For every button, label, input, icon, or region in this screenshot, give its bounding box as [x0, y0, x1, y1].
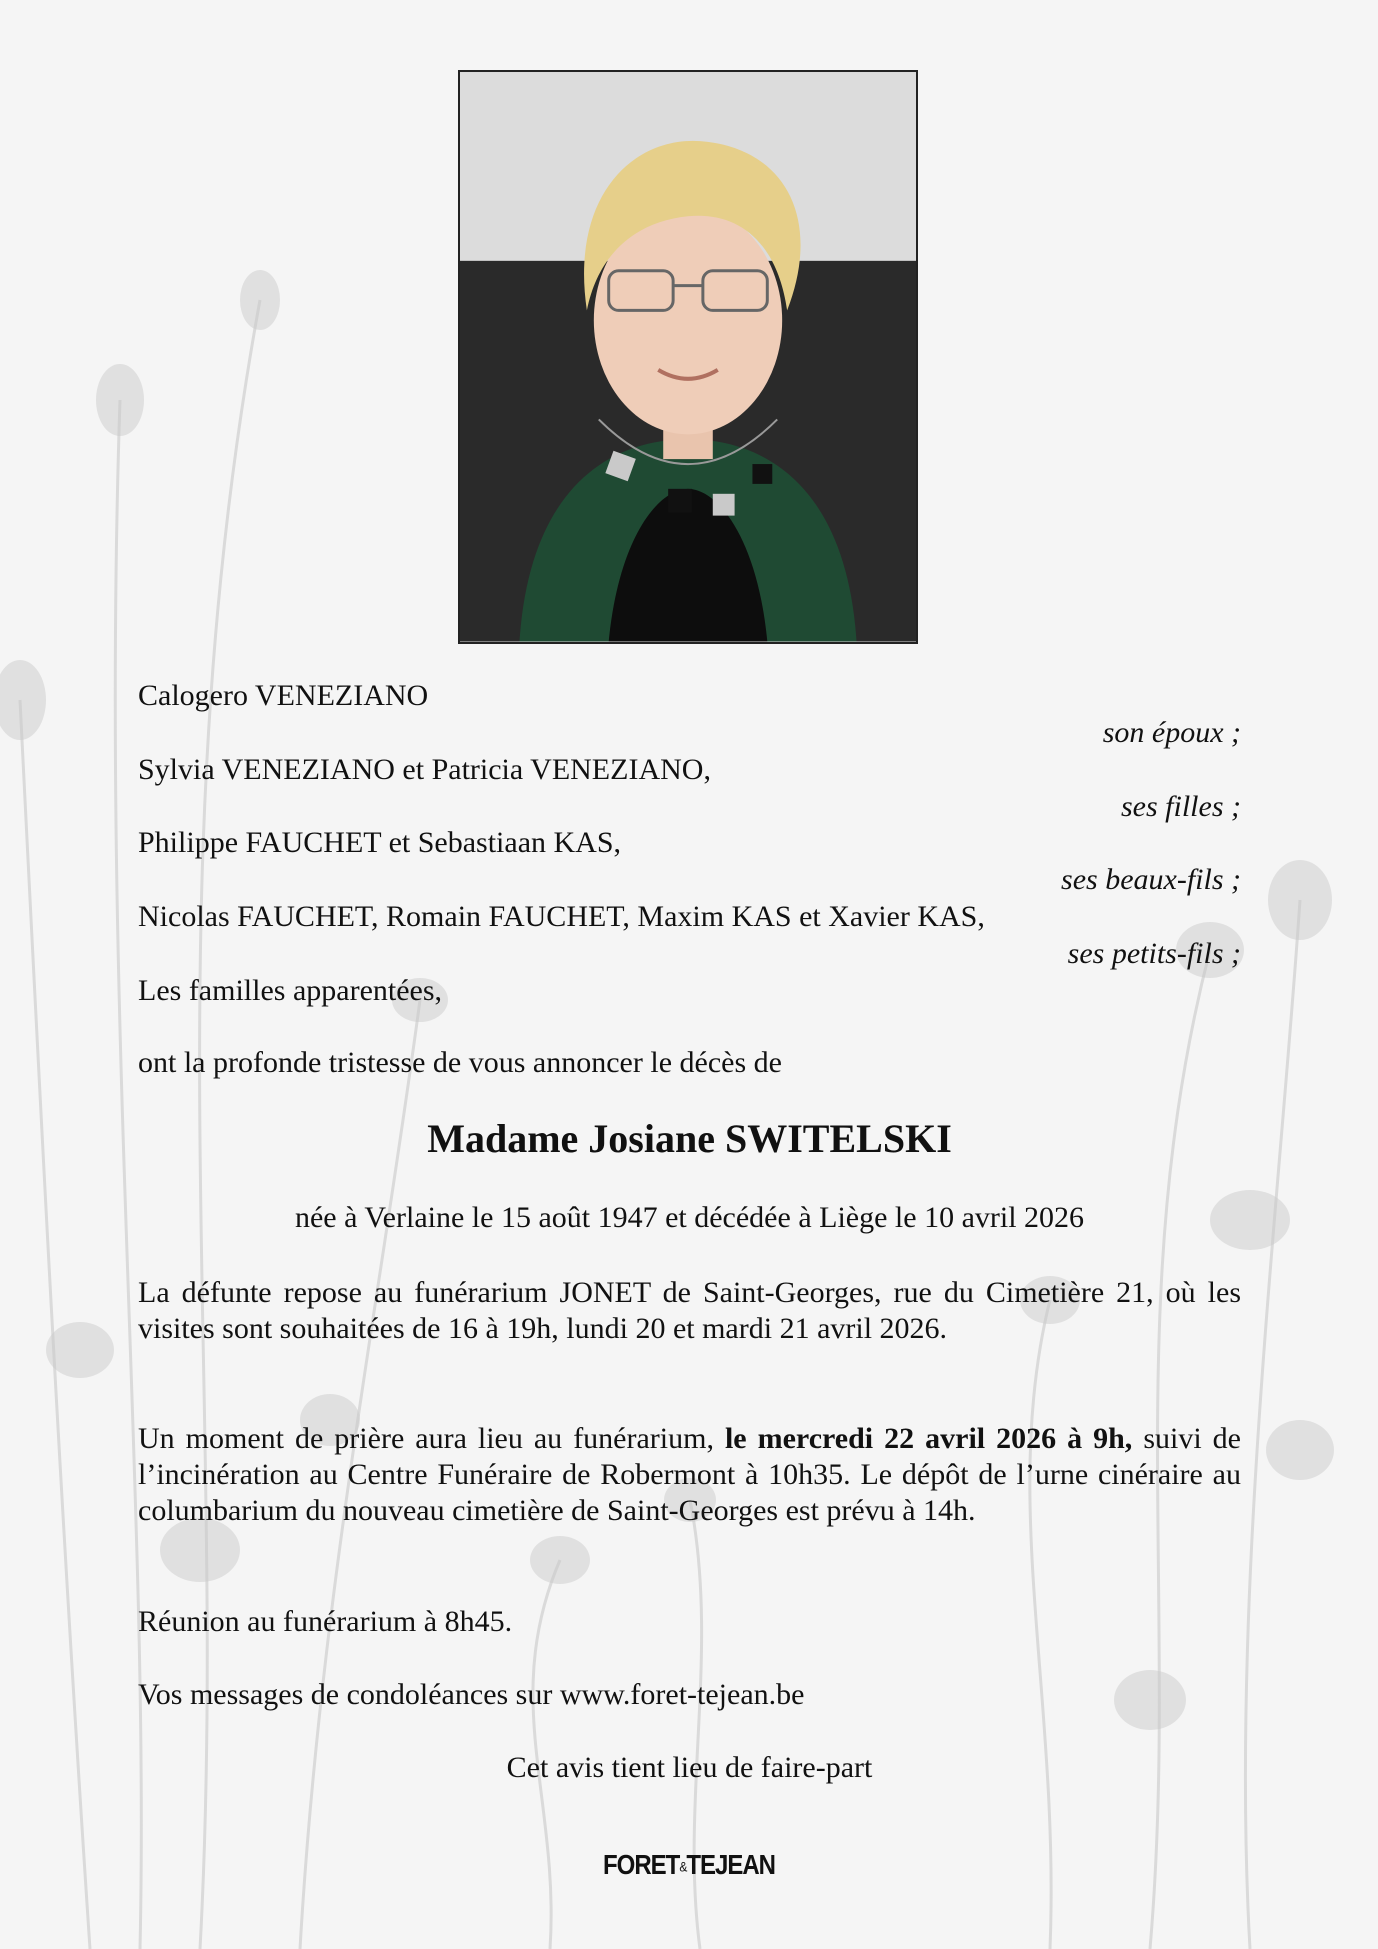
- visitation-paragraph: La défunte repose au funérarium JONET de Saint-Georges, rue du Cimetière 21, où les visites sont souhaitées de 16 à 19h, lundi 20 et mardi 21 avril 2026.: [138, 1276, 1241, 1345]
- meeting-text: Réunion au funérarium à 8h45.: [138, 1605, 513, 1638]
- family-relation-1: son époux ;: [1102, 716, 1241, 749]
- announcement-text: ont la profonde tristesse de vous annoncer le décès de: [138, 1046, 782, 1079]
- family-relation-2: ses filles ;: [1121, 790, 1241, 823]
- portrait-photo: [458, 70, 918, 644]
- family-names-3: Philippe FAUCHET et Sebastiaan KAS,: [138, 826, 622, 859]
- logo-part1: FORET: [602, 1849, 680, 1881]
- family-names-2: Sylvia VENEZIANO et Patricia VENEZIANO,: [138, 753, 711, 786]
- ceremony-intro: Un moment de prière aura lieu au funérarium,: [138, 1422, 725, 1455]
- ceremony-paragraph: [138, 1421, 1241, 1529]
- deceased-name: Madame Josiane SWITELSKI: [427, 1116, 952, 1161]
- family-names-4: Nicolas FAUCHET, Romain FAUCHET, Maxim KAS et Xavier KAS,: [138, 900, 985, 933]
- ceremony-date: le mercredi 22 avril 2026 à 9h,: [724, 1422, 1133, 1455]
- notice-text: Cet avis tient lieu de faire-part: [506, 1751, 873, 1784]
- family-relation-4: ses petits-fils ;: [1067, 937, 1241, 970]
- family-names-1: Calogero VENEZIANO: [138, 679, 429, 712]
- condolences-text: Vos messages de condoléances sur www.foret-tejean.be: [138, 1678, 805, 1711]
- funeral-home-logo: [589, 1850, 789, 1882]
- logo-part2: TEJEAN: [686, 1849, 776, 1881]
- birth-death-dates: née à Verlaine le 15 août 1947 et décédée à Liège le 10 avril 2026: [294, 1201, 1085, 1234]
- ceremony-details: suivi de l’incinération au Centre Funéraire de Robermont à 10h35. Le dépôt de l’urne cinéraire au columbarium du nouveau cimetière de Saint-Georges est prévu à 14h.: [138, 1422, 1241, 1527]
- portrait-photo-icon: [460, 72, 916, 642]
- family-names-5: Les familles apparentées,: [138, 974, 443, 1007]
- family-relation-3: ses beaux-fils ;: [1061, 863, 1241, 896]
- logo-amp: &: [679, 1858, 687, 1875]
